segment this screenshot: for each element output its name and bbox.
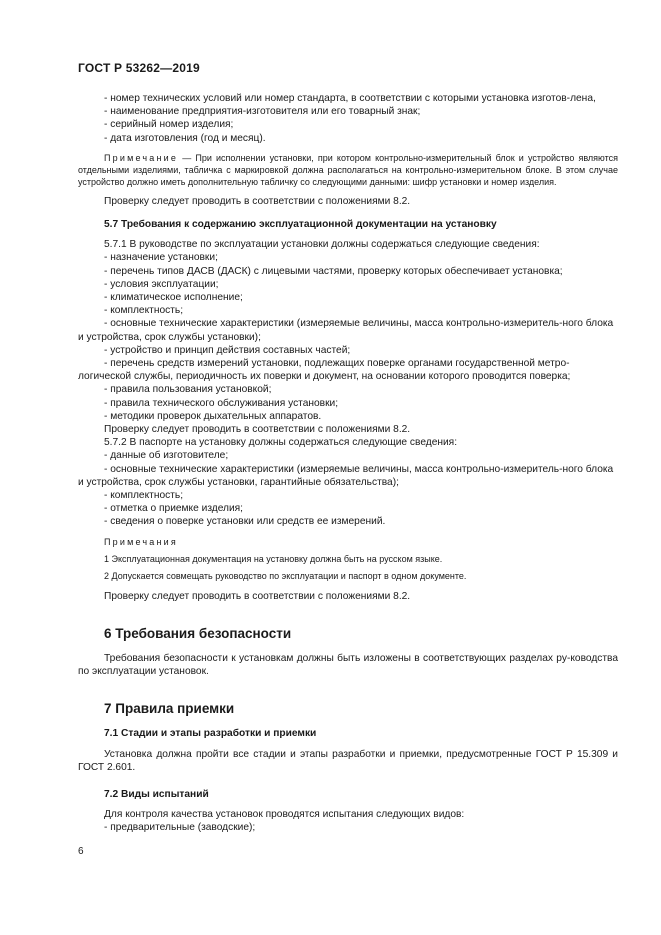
list-item: - комплектность;: [78, 304, 618, 317]
list-item: - серийный номер изделия;: [78, 118, 618, 131]
notes-label: Примечания: [104, 536, 178, 547]
list-item: - методики проверок дыхательных аппаратов.: [78, 410, 618, 423]
note-item: 1 Эксплуатационная документация на установку должна быть на русском языке.: [104, 553, 443, 564]
list-item: [78, 463, 618, 489]
list-item-text: перечень средств измерений установки, подлежащих поверке органами государственной метро-логической службы, периодичность их поверки и документ, на основании которого проводится поверка;: [78, 358, 571, 383]
note-text: — При исполнении установки, при котором контрольно-измерительный блок и устройство являются отдельными изделиями, табличка с маркировкой должна располагаться на контрольно-измерительном блоке. В этом случае устройство должно иметь дополнительную табличку со следующими данными: шифр установки и номер изделия.: [78, 152, 618, 187]
subsection-heading: 7.2 Виды испытаний: [104, 788, 209, 800]
list-item: [78, 357, 618, 383]
check-paragraph: Проверку следует проводить в соответствии с положениями 8.2.: [104, 424, 411, 436]
paragraph: Установка должна пройти все стадии и этапы разработки и приемки, предусмотренные ГОСТ Р 15.309 и ГОСТ 2.601.: [78, 748, 618, 773]
check-paragraph: Проверку следует проводить в соответствии с положениями 8.2.: [104, 590, 411, 602]
list-item: - условия эксплуатации;: [78, 278, 618, 291]
list-item: - предварительные (заводские);: [78, 821, 618, 834]
check-paragraph: Проверку следует проводить в соответствии с положениями 8.2.: [104, 195, 411, 207]
note: [78, 152, 618, 188]
document-header: ГОСТ Р 53262—2019: [78, 61, 200, 75]
list-item-text: номер технических условий или номер стандарта, в соответствии с которыми установка изготов-лена,: [110, 93, 596, 104]
list-item: - устройство и принцип действия составных частей;: [78, 344, 618, 357]
list-item: [78, 92, 618, 105]
paragraph: 5.7.2 В паспорте на установку должны содержаться следующие сведения:: [104, 437, 458, 449]
note-item: 2 Допускается совмещать руководство по эксплуатации и паспорт в одном документе.: [104, 570, 467, 581]
note-label: Примечание: [104, 152, 179, 163]
list-item: [78, 317, 618, 343]
paragraph: 5.7.1 В руководстве по эксплуатации установки должны содержаться следующие сведения:: [104, 239, 540, 251]
document-body: [78, 92, 618, 835]
list-item: - сведения о поверке установки или средств ее измерений.: [78, 515, 618, 528]
paragraph: Требования безопасности к установкам должны быть изложены в соответствующих разделах ру-ководства по эксплуатации установок.: [78, 652, 618, 678]
list-item-text: основные технические характеристики (измеряемые величины, масса контрольно-измеритель-ного блока и устройства, срок службы установки);: [78, 318, 614, 343]
list-item: - наименование предприятия-изготовителя или его товарный знак;: [78, 105, 618, 118]
list-item: - дата изготовления (год и месяц).: [78, 132, 618, 145]
list-item: - данные об изготовителе;: [78, 449, 618, 462]
list-item: - правила пользования установкой;: [78, 383, 618, 396]
list-item: - назначение установки;: [78, 251, 618, 264]
list-item: - перечень типов ДАСВ (ДАСК) с лицевыми частями, проверку которых обеспечивает установка;: [78, 265, 618, 278]
list-item: - климатическое исполнение;: [78, 291, 618, 304]
subsection-heading: 7.1 Стадии и этапы разработки и приемки: [104, 728, 317, 740]
paragraph: Для контроля качества установок проводятся испытания следующих видов:: [104, 809, 465, 821]
list-item: - отметка о приемке изделия;: [78, 502, 618, 515]
section-heading: 6 Требования безопасности: [104, 625, 292, 641]
section-heading: 7 Правила приемки: [104, 701, 235, 717]
section-heading: 5.7 Требования к содержанию эксплуатационной документации на установку: [104, 219, 497, 231]
list-item-text: основные технические характеристики (измеряемые величины, масса контрольно-измеритель-ного блока и устройства, срок службы установки, гарантийные обязательства);: [78, 463, 614, 488]
page-number: 6: [78, 846, 84, 857]
list-item: - комплектность;: [78, 489, 618, 502]
list-item: - правила технического обслуживания установки;: [78, 397, 618, 410]
